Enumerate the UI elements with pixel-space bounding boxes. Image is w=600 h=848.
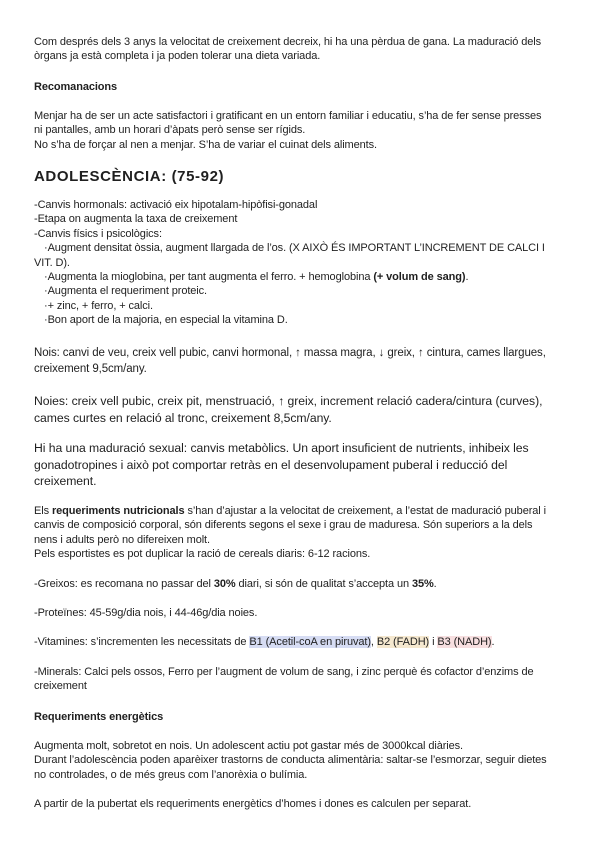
proteins-line: -Proteïnes: 45-59g/dia nois, i 44-46g/dia noies.	[34, 607, 258, 619]
text-line: No s’ha de forçar al nen a menjar. S’ha de variar el cuinat dels aliments.	[34, 138, 377, 151]
highlight-b3: B3 (NADH)	[437, 636, 492, 648]
text-line: òrgans ja està completa i ja poden tolerar una dieta variada.	[34, 50, 321, 63]
final-line: A partir de la pubertat els requeriments energètics d’homes i dones es calculen per separat.	[34, 798, 472, 810]
text-line: Augmenta molt, sobretot en nois. Un adolescent actiu pot gastar més de 3000kcal diàries.	[34, 740, 464, 752]
text-line: cames curtes en relació al tronc, creixement 8,5cm/any.	[34, 410, 332, 425]
highlight-b1: B1 (Acetil-coA en piruvat)	[249, 636, 371, 648]
text-line: creixement.	[34, 474, 97, 489]
minerals-paragraph	[34, 665, 566, 694]
text-line: Pels esportistes es pot duplicar la ració de cereals diaris: 6-12 racions.	[34, 548, 371, 561]
text-line: no controlades, o de més greus com l’anorèxia o bulímia.	[34, 768, 308, 781]
energy-heading: Requeriments energètics	[34, 711, 164, 723]
list-item: VIT. D).	[34, 256, 70, 269]
list-item: ·Bon aport de la majoria, en especial la vitamina D.	[44, 314, 288, 327]
list-item: -Canvis físics i psicològics:	[34, 227, 162, 240]
maturation-paragraph	[34, 440, 566, 490]
list-item: ·+ zinc, + ferro, + calci.	[44, 299, 153, 312]
emphasis: requeriments nutricionals	[51, 505, 185, 517]
text-line: nens i adults però no difereixen molt.	[34, 533, 210, 546]
requirements-paragraph	[34, 504, 566, 562]
vitamins-line: -Vitamines: s’incrementen les necessitats de B1 (Acetil-coA en piruvat), B2 (FADH) i B3 (NADH).	[34, 636, 495, 648]
list-item: ·Augmenta la mioglobina, per tant augmenta el ferro. + hemoglobina (+ volum de sang).	[44, 271, 469, 284]
list-item: ·Augmenta el requeriment proteic.	[44, 285, 208, 298]
text-line: ni pantalles, amb un horari d’àpats però sense ser rígids.	[34, 124, 306, 137]
text-line: -Minerals: Calci pels ossos, Ferro per l’augment de volum de sang, i zinc perquè és cofactor d’enzims de	[34, 666, 534, 678]
text-line: creixement	[34, 680, 87, 693]
text-line: Nois: canvi de veu, creix vell pubic, canvi hormonal, ↑ massa magra, ↓ greix, ↑ cintura, cames llargues,	[34, 347, 546, 359]
text-line: Durant l’adolescència poden aparèixer trastorns de conducta alimentària: saltar-se l’esmorzar, seguir dietes	[34, 754, 547, 767]
text-line: Menjar ha de ser un acte satisfactori i gratificant en un entorn familiar i educatiu, s’ha de fer sense presses	[34, 110, 542, 122]
intro-paragraph	[34, 35, 566, 64]
text-line: Com després dels 3 anys la velocitat de creixement decreix, hi ha una pèrdua de gana. La maduració dels	[34, 36, 542, 48]
recommendations-paragraph	[34, 109, 566, 152]
recommendations-heading: Recomanacions	[34, 81, 118, 93]
fats-line: -Greixos: es recomana no passar del 30% diari, si són de qualitat s’accepta un 35%.	[34, 578, 437, 590]
text-line: Noies: creix vell pubic, creix pit, menstruació, ↑ greix, increment relació cadera/cintura (curves),	[34, 394, 543, 408]
boys-paragraph	[34, 346, 566, 377]
emphasis: 35%	[411, 578, 434, 590]
text-line: gonadotropines i això pot comportar retràs en el desenvolupament puberal i reducció del	[34, 457, 508, 472]
list-item: -Etapa on augmenta la taxa de creixement	[34, 213, 238, 226]
text-line: canvis de composició corporal, són diferents segons el sexe i grau de maduresa. Són superiors a la dels	[34, 519, 533, 532]
text-line: creixement 9,5cm/any.	[34, 362, 147, 375]
adolescence-heading: ADOLESCÈNCIA: (75-92)	[34, 168, 225, 185]
emphasis: (+ volum de sang)	[373, 271, 466, 284]
list-item: ·Augment densitat òssia, augment llargada de l’os. (X AIXÒ ÉS IMPORTANT L’INCREMENT DE CALCI I	[44, 242, 545, 255]
energy-paragraph	[34, 739, 566, 782]
changes-list	[34, 198, 566, 328]
highlight-b2: B2 (FADH)	[376, 636, 430, 648]
text-line: Hi ha una maduració sexual: canvis metabòlics. Un aport insuficient de nutrients, inhibeix les	[34, 441, 529, 455]
list-item: -Canvis hormonals: activació eix hipotalam-hipòfisi-gonadal	[34, 199, 318, 211]
emphasis: 30%	[213, 578, 236, 590]
girls-paragraph	[34, 393, 566, 426]
text-line: Els requeriments nutricionals s’han d’ajustar a la velocitat de creixement, a l’estat de maduració puberal i	[34, 505, 546, 517]
